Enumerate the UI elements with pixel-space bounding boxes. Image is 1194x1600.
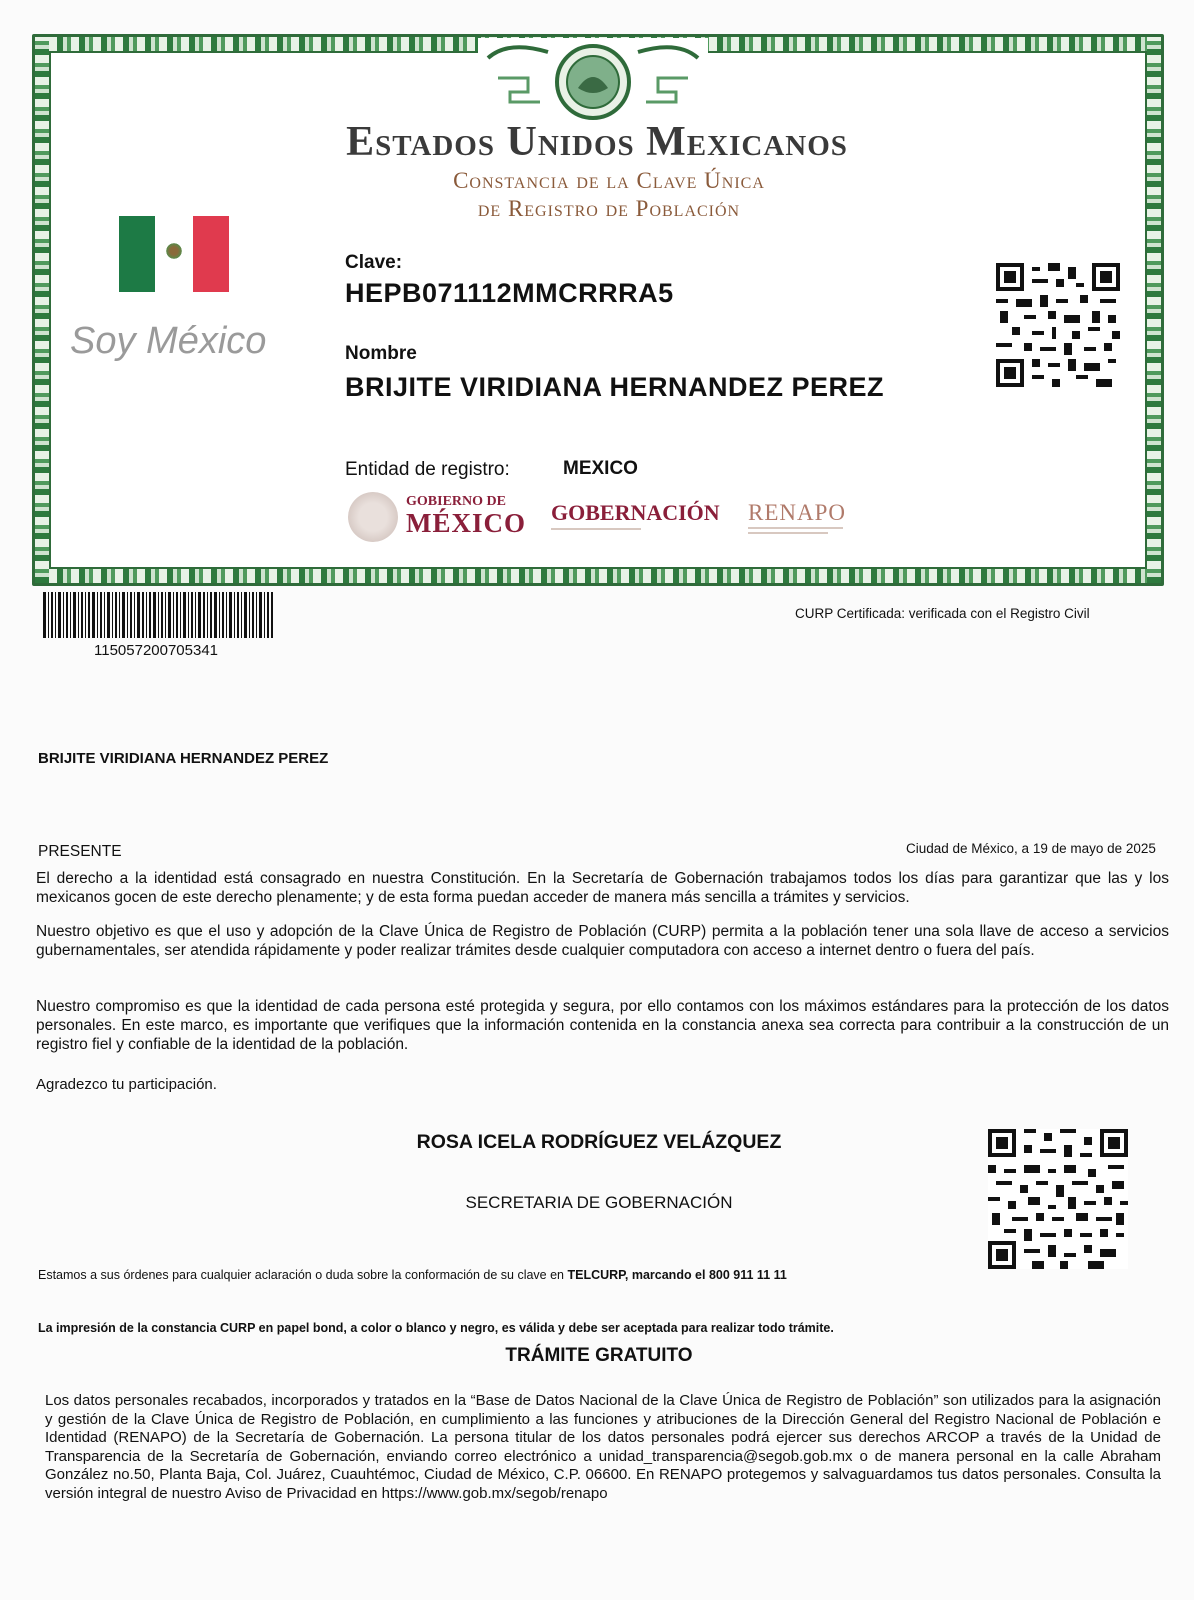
letter-closing: Agradezco tu participación.	[36, 1076, 217, 1093]
entidad-label: Entidad de registro:	[345, 459, 510, 480]
letter-paragraph-1: El derecho a la identidad está consagrado en nuestra Constitución. En la Secretaría de Gobernación trabajamos todos los días para garantizar que las y los mexicanos gocen de este derecho plenamente; y de esta forma puedan acceder de manera más sencilla a trámites y servicios.	[36, 870, 1169, 906]
nombre-value: BRIJITE VIRIDIANA HERNANDEZ PEREZ	[345, 372, 885, 402]
free-procedure-label: TRÁMITE GRATUITO	[505, 1345, 693, 1366]
contact-text: Estamos a sus órdenes para cualquier aclaración o duda sobre la conformación de su clave en	[38, 1268, 568, 1282]
signer-name: ROSA ICELA RODRÍGUEZ VELÁZQUEZ	[416, 1131, 782, 1153]
logo-gobierno-line1: GOBIERNO DE	[406, 494, 506, 509]
clave-label: Clave:	[345, 252, 403, 273]
qr-code-icon	[996, 262, 1120, 388]
verification-qr-code-icon	[988, 1128, 1128, 1270]
mexico-flag-icon	[119, 216, 229, 292]
gobernacion-logo: GOBERNACIÓN	[551, 500, 720, 525]
telcurp-phone: TELCURP, marcando el 800 911 11 11	[567, 1268, 787, 1282]
signer-title: SECRETARIA DE GOBERNACIÓN	[465, 1193, 733, 1212]
nombre-label: Nombre	[345, 343, 417, 364]
barcode-icon	[43, 592, 273, 638]
brand-slogan: Soy México	[70, 320, 267, 362]
subtitle-line-1: Constancia de la Clave Única	[453, 168, 765, 193]
national-crest-icon	[478, 38, 708, 122]
entidad-value: MEXICO	[563, 458, 638, 479]
letter-paragraph-2: Nuestro objetivo es que el uso y adopción de la Clave Única de Registro de Población (CURP) permita a la población tener una sola llave de acceso a servicios gubernamentales, ser atendida rápidamente y poder realizar trámites desde cualquier computadora con acceso a internet dentro o fuera del país.	[36, 923, 1169, 959]
barcode-number: 115057200705341	[94, 642, 219, 659]
validity-note: La impresión de la constancia CURP en papel bond, a color o blanco y negro, es válida y debe ser aceptada para realizar todo trámite.	[38, 1321, 834, 1335]
letter-presente: PRESENTE	[38, 843, 122, 860]
clave-value: HEPB071112MMCRRRA5	[345, 278, 674, 308]
subtitle-line-2: de Registro de Población	[477, 196, 741, 221]
letter-place-date: Ciudad de México, a 19 de mayo de 2025	[906, 841, 1156, 856]
contact-line	[38, 1268, 787, 1282]
eagle-seal-icon	[348, 492, 398, 542]
letter-recipient: BRIJITE VIRIDIANA HERNANDEZ PEREZ	[38, 750, 329, 767]
renapo-logo: RENAPO	[748, 500, 847, 525]
letter-paragraph-3: Nuestro compromiso es que la identidad de cada persona esté protegida y segura, por ello contamos con los máximos estándares para la protección de los datos personales. En este marco, es importante que verifiques que la información contenida en la constancia anexa sea correcta para contribuir a la construcción de un registro fiel y confiable de la identidad de la población.	[36, 998, 1169, 1053]
privacy-notice: Los datos personales recabados, incorporados y tratados en la “Base de Datos Nacional de la Clave Única de Registro de Población” son utilizados para la asignación y gestión de la Clave Única de Registro de Población, en cumplimiento a las funciones y atribuciones de la Dirección General del Registro Nacional de Población e Identidad (RENAPO) de la Secretaría de Gobernación. La persona titular de los datos personales podrá ejercer sus derechos ARCOP a través de la Unidad de Transparencia de la Secretaría de Gobernación, enviando correo electrónico a unidad_transparencia@segob.gob.mx o de manera personal en la calle Abraham González no.50, Planta Baja, Col. Juárez, Cuauhtémoc, Ciudad de México, C.P. 06600. En RENAPO protegemos y salvaguardamos tus datos personales. Consulta la versión integral de nuestro Aviso de Privacidad en https://www.gob.mx/segob/renapo	[45, 1392, 1161, 1502]
logo-gobierno-line2: MÉXICO	[406, 508, 526, 538]
certified-note: CURP Certificada: verificada con el Registro Civil	[795, 606, 1090, 621]
country-title: Estados Unidos Mexicanos	[346, 119, 848, 165]
